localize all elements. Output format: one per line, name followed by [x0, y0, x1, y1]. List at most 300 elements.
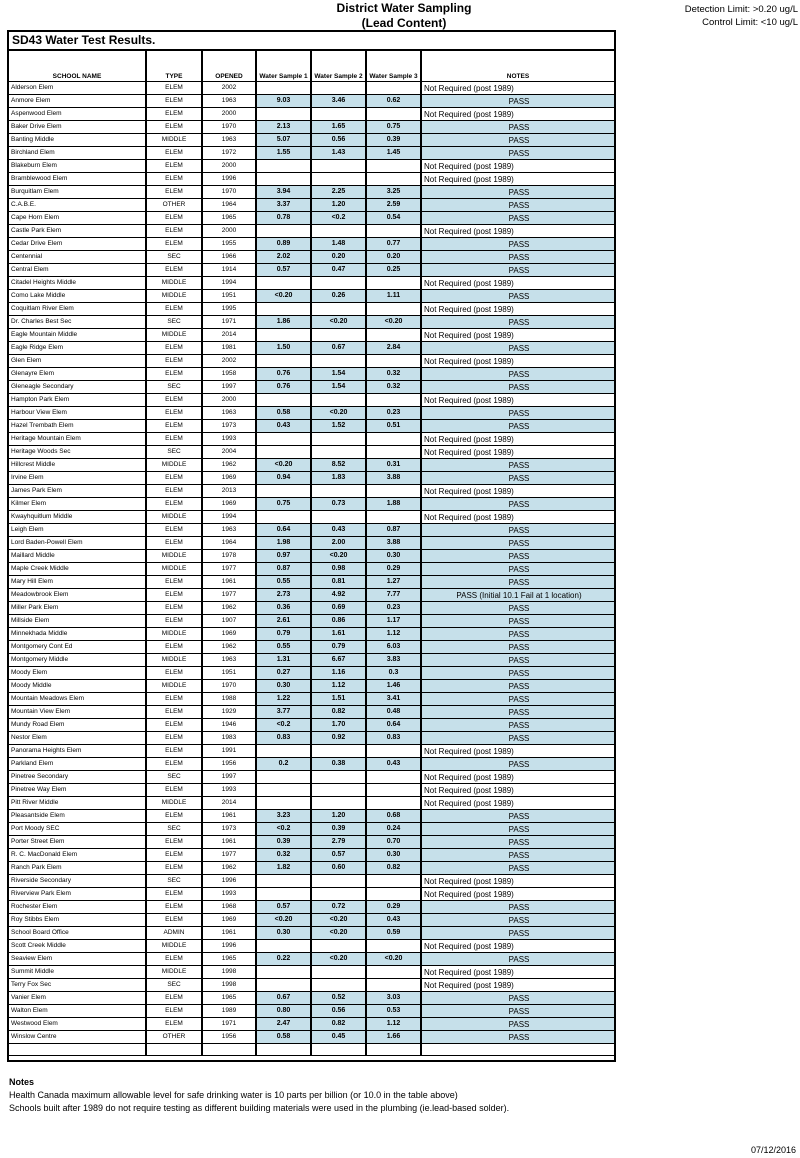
school-name: Montgomery Middle [9, 654, 146, 667]
sample-2: 1.20 [311, 199, 366, 212]
column-sample-3: Water Sample 3 [366, 51, 421, 82]
school-name: Nestor Elem [9, 732, 146, 745]
sample-2: 0.81 [311, 576, 366, 589]
notes: PASS [421, 1005, 614, 1018]
school-type: ELEM [146, 1018, 202, 1031]
school-name: R. C. MacDonald Elem [9, 849, 146, 862]
sample-1: 1.98 [256, 537, 311, 550]
sample-1: 9.03 [256, 95, 311, 108]
opened-year: 2004 [202, 446, 256, 459]
sample-3: 0.30 [366, 550, 421, 563]
title-line-2: (Lead Content) [361, 16, 447, 30]
table-row [9, 485, 614, 498]
notes: PASS [421, 290, 614, 303]
opened-year: 1951 [202, 667, 256, 680]
notes: Not Required (post 1989) [421, 108, 614, 121]
opened-year: 2000 [202, 225, 256, 238]
sample-1: 0.67 [256, 992, 311, 1005]
school-name: Riverside Secondary [9, 875, 146, 888]
sample-2 [311, 745, 366, 758]
school-type: SEC [146, 251, 202, 264]
school-name: Dr. Charles Best Sec [9, 316, 146, 329]
school-name: Maple Creek Middle [9, 563, 146, 576]
sample-1: 1.22 [256, 693, 311, 706]
sample-1: 0.22 [256, 953, 311, 966]
table-row [9, 121, 614, 134]
table-row [9, 589, 614, 602]
school-name: C.A.B.E. [9, 199, 146, 212]
opened-year: 1963 [202, 134, 256, 147]
table-row [9, 368, 614, 381]
sample-1: 1.86 [256, 316, 311, 329]
school-type: MIDDLE [146, 134, 202, 147]
school-name: Montgomery Cont Ed [9, 641, 146, 654]
sample-3 [366, 355, 421, 368]
notes: PASS [421, 498, 614, 511]
notes: Not Required (post 1989) [421, 485, 614, 498]
sample-1: 2.13 [256, 121, 311, 134]
table-row [9, 511, 614, 524]
table-row [9, 407, 614, 420]
school-name: School Board Office [9, 927, 146, 940]
school-type: ELEM [146, 758, 202, 771]
school-name: Eagle Mountain Middle [9, 329, 146, 342]
sample-2: 1.51 [311, 693, 366, 706]
notes: Not Required (post 1989) [421, 446, 614, 459]
sample-1 [256, 277, 311, 290]
sample-1: <0.20 [256, 290, 311, 303]
table-row [9, 251, 614, 264]
blank-cell [256, 1044, 311, 1056]
table-row [9, 316, 614, 329]
sample-2: 0.73 [311, 498, 366, 511]
table-row [9, 810, 614, 823]
school-name: Moody Elem [9, 667, 146, 680]
table-row [9, 654, 614, 667]
document-date: 07/12/2016 [750, 1145, 796, 1155]
school-name: Alderson Elem [9, 82, 146, 95]
sample-1: 0.79 [256, 628, 311, 641]
school-type: ELEM [146, 407, 202, 420]
school-name: Scott Creek Middle [9, 940, 146, 953]
school-type: ELEM [146, 420, 202, 433]
sample-2: 0.20 [311, 251, 366, 264]
notes: PASS [421, 264, 614, 277]
notes: PASS [421, 810, 614, 823]
table-row [9, 628, 614, 641]
sample-1 [256, 160, 311, 173]
sample-2: 0.69 [311, 602, 366, 615]
notes: PASS [421, 147, 614, 160]
opened-year: 1993 [202, 888, 256, 901]
school-type: SEC [146, 823, 202, 836]
blank-row [9, 1044, 614, 1056]
sample-3: 0.20 [366, 251, 421, 264]
notes: PASS [421, 836, 614, 849]
sample-3 [366, 771, 421, 784]
school-type: ELEM [146, 1005, 202, 1018]
opened-year: 1929 [202, 706, 256, 719]
sample-3: 0.29 [366, 901, 421, 914]
opened-year: 1963 [202, 407, 256, 420]
sample-1 [256, 303, 311, 316]
table-row [9, 732, 614, 745]
table-row [9, 134, 614, 147]
school-name: Cedar Drive Elem [9, 238, 146, 251]
notes: PASS [421, 381, 614, 394]
sample-2: 0.56 [311, 134, 366, 147]
opened-year: 1983 [202, 732, 256, 745]
opened-year: 1956 [202, 1031, 256, 1044]
school-type: ELEM [146, 615, 202, 628]
table-row [9, 1031, 614, 1044]
sample-3 [366, 303, 421, 316]
opened-year: 1969 [202, 914, 256, 927]
sample-3 [366, 446, 421, 459]
table-row [9, 706, 614, 719]
sample-1 [256, 940, 311, 953]
school-type: SEC [146, 316, 202, 329]
sample-2: 0.60 [311, 862, 366, 875]
sample-3: 0.32 [366, 368, 421, 381]
sample-1: 3.23 [256, 810, 311, 823]
notes: PASS [421, 537, 614, 550]
sample-2 [311, 225, 366, 238]
opened-year: 1963 [202, 524, 256, 537]
sample-1: 5.07 [256, 134, 311, 147]
notes: PASS [421, 1031, 614, 1044]
notes: Not Required (post 1989) [421, 979, 614, 992]
school-type: SEC [146, 771, 202, 784]
school-name: Kilmer Elem [9, 498, 146, 511]
school-type: ELEM [146, 368, 202, 381]
sample-1 [256, 979, 311, 992]
sample-1: 0.76 [256, 368, 311, 381]
sample-2: <0.20 [311, 550, 366, 563]
sample-3: 0.77 [366, 238, 421, 251]
sample-2 [311, 875, 366, 888]
opened-year: 1996 [202, 173, 256, 186]
sample-3 [366, 979, 421, 992]
sample-1: 0.87 [256, 563, 311, 576]
opened-year: 1946 [202, 719, 256, 732]
sample-2 [311, 771, 366, 784]
sample-1: 0.2 [256, 758, 311, 771]
school-type: ELEM [146, 472, 202, 485]
opened-year: 2014 [202, 797, 256, 810]
sample-3: 1.17 [366, 615, 421, 628]
sample-1: 2.47 [256, 1018, 311, 1031]
table-row [9, 719, 614, 732]
school-name: Glenayre Elem [9, 368, 146, 381]
sample-2 [311, 485, 366, 498]
sample-1 [256, 784, 311, 797]
blank-cell [9, 1044, 146, 1056]
sample-1: 0.30 [256, 927, 311, 940]
school-name: Meadowbrook Elem [9, 589, 146, 602]
opened-year: 1970 [202, 186, 256, 199]
sample-1 [256, 875, 311, 888]
notes: PASS [421, 238, 614, 251]
sample-1: 0.80 [256, 1005, 311, 1018]
sample-3: 0.62 [366, 95, 421, 108]
school-type: ELEM [146, 186, 202, 199]
school-name: Como Lake Middle [9, 290, 146, 303]
sample-1: 3.94 [256, 186, 311, 199]
opened-year: 1962 [202, 459, 256, 472]
table-row [9, 498, 614, 511]
notes: Not Required (post 1989) [421, 355, 614, 368]
school-type: ELEM [146, 849, 202, 862]
sample-2: 0.82 [311, 1018, 366, 1031]
opened-year: 1994 [202, 511, 256, 524]
sample-2: <0.20 [311, 407, 366, 420]
school-type: ELEM [146, 225, 202, 238]
table-row [9, 849, 614, 862]
sample-1: 1.50 [256, 342, 311, 355]
sample-2: 0.45 [311, 1031, 366, 1044]
notes: PASS [421, 823, 614, 836]
sample-3: 0.31 [366, 459, 421, 472]
notes: PASS [421, 576, 614, 589]
sample-3: 3.03 [366, 992, 421, 1005]
school-type: MIDDLE [146, 966, 202, 979]
notes: PASS [421, 134, 614, 147]
notes: PASS [421, 407, 614, 420]
notes: Not Required (post 1989) [421, 745, 614, 758]
sample-2 [311, 355, 366, 368]
school-type: ELEM [146, 602, 202, 615]
sample-2: 0.47 [311, 264, 366, 277]
school-name: Heritage Mountain Elem [9, 433, 146, 446]
sample-3 [366, 108, 421, 121]
sample-1: 0.30 [256, 680, 311, 693]
header-row [9, 51, 614, 82]
opened-year: 1961 [202, 810, 256, 823]
notes: Not Required (post 1989) [421, 511, 614, 524]
sample-2: 1.12 [311, 680, 366, 693]
school-name: Westwood Elem [9, 1018, 146, 1031]
table-row [9, 940, 614, 953]
sample-1 [256, 745, 311, 758]
table-body [9, 82, 614, 1056]
sample-2: <0.20 [311, 953, 366, 966]
sample-3: 7.77 [366, 589, 421, 602]
sample-3: 1.12 [366, 628, 421, 641]
sample-1 [256, 355, 311, 368]
school-name: Birchland Elem [9, 147, 146, 160]
sample-1: 0.75 [256, 498, 311, 511]
opened-year: 2002 [202, 355, 256, 368]
opened-year: 1977 [202, 589, 256, 602]
school-name: Ranch Park Elem [9, 862, 146, 875]
school-name: Rochester Elem [9, 901, 146, 914]
sample-1 [256, 797, 311, 810]
sample-1: 0.94 [256, 472, 311, 485]
opened-year: 1963 [202, 95, 256, 108]
sample-2: 1.65 [311, 121, 366, 134]
sample-3: 0.25 [366, 264, 421, 277]
sample-2 [311, 394, 366, 407]
notes: PASS [421, 667, 614, 680]
table-row [9, 979, 614, 992]
sample-2: 0.67 [311, 342, 366, 355]
notes: PASS [421, 758, 614, 771]
detection-limit: Detection Limit: >0.20 ug/L [684, 4, 798, 15]
notes: PASS [421, 706, 614, 719]
sample-1: 0.57 [256, 264, 311, 277]
sample-3: 0.59 [366, 927, 421, 940]
opened-year: 2013 [202, 485, 256, 498]
notes: Not Required (post 1989) [421, 160, 614, 173]
sample-3 [366, 82, 421, 95]
sample-1: 0.83 [256, 732, 311, 745]
sample-3: 0.48 [366, 706, 421, 719]
school-name: Pinetree Secondary [9, 771, 146, 784]
school-name: Seaview Elem [9, 953, 146, 966]
sample-1: 0.57 [256, 901, 311, 914]
sample-1: <0.2 [256, 719, 311, 732]
sample-2: 0.92 [311, 732, 366, 745]
table-row [9, 667, 614, 680]
blank-cell [311, 1044, 366, 1056]
sample-3: 2.59 [366, 199, 421, 212]
sample-3 [366, 160, 421, 173]
opened-year: 1997 [202, 771, 256, 784]
school-type: ELEM [146, 355, 202, 368]
notes: PASS [421, 732, 614, 745]
sample-2 [311, 108, 366, 121]
sample-2: <0.20 [311, 914, 366, 927]
school-type: ELEM [146, 836, 202, 849]
school-name: Hillcrest Middle [9, 459, 146, 472]
school-name: Castle Park Elem [9, 225, 146, 238]
sample-3: 0.83 [366, 732, 421, 745]
opened-year: 1981 [202, 342, 256, 355]
sample-2 [311, 82, 366, 95]
control-limit: Control Limit: <10 ug/L [702, 17, 798, 28]
notes-line-1: Health Canada maximum allowable level for safe drinking water is 10 parts per billion (or 10.0 in the table above) [9, 1090, 458, 1100]
sample-2: 4.92 [311, 589, 366, 602]
table-row [9, 342, 614, 355]
sample-3: 0.75 [366, 121, 421, 134]
school-type: ELEM [146, 589, 202, 602]
sample-1: 0.32 [256, 849, 311, 862]
opened-year: 1978 [202, 550, 256, 563]
opened-year: 1998 [202, 966, 256, 979]
school-type: ELEM [146, 433, 202, 446]
sample-1 [256, 446, 311, 459]
opened-year: 1914 [202, 264, 256, 277]
column-notes: NOTES [421, 51, 614, 82]
notes: PASS [421, 628, 614, 641]
school-type: MIDDLE [146, 550, 202, 563]
sample-1: 0.76 [256, 381, 311, 394]
table-row [9, 927, 614, 940]
table-row [9, 212, 614, 225]
sample-1 [256, 888, 311, 901]
sample-3: 2.84 [366, 342, 421, 355]
table-row [9, 875, 614, 888]
sample-1: 0.78 [256, 212, 311, 225]
opened-year: 1965 [202, 212, 256, 225]
sample-3 [366, 797, 421, 810]
sample-3: 0.54 [366, 212, 421, 225]
sample-2: 1.61 [311, 628, 366, 641]
table-row [9, 303, 614, 316]
notes: Not Required (post 1989) [421, 771, 614, 784]
table-row [9, 238, 614, 251]
opened-year: 1968 [202, 901, 256, 914]
notes: PASS [421, 680, 614, 693]
school-name: Aspenwood Elem [9, 108, 146, 121]
school-type: ELEM [146, 810, 202, 823]
sample-2 [311, 888, 366, 901]
sample-3: 0.32 [366, 381, 421, 394]
blank-cell [146, 1044, 202, 1056]
opened-year: 1995 [202, 303, 256, 316]
sample-3: 3.83 [366, 654, 421, 667]
table-row [9, 771, 614, 784]
sample-1: 0.64 [256, 524, 311, 537]
sample-1: 3.37 [256, 199, 311, 212]
sample-2 [311, 797, 366, 810]
school-name: Bramblewood Elem [9, 173, 146, 186]
notes: PASS [421, 251, 614, 264]
sample-3 [366, 433, 421, 446]
sample-1 [256, 225, 311, 238]
opened-year: 1977 [202, 563, 256, 576]
sample-1: 0.55 [256, 641, 311, 654]
school-type: OTHER [146, 199, 202, 212]
school-type: SEC [146, 875, 202, 888]
results-sheet [7, 30, 616, 1062]
sample-2 [311, 966, 366, 979]
sample-2: <0.20 [311, 927, 366, 940]
sample-1: <0.20 [256, 914, 311, 927]
sample-2 [311, 784, 366, 797]
school-type: MIDDLE [146, 563, 202, 576]
blank-cell [421, 1044, 614, 1056]
blank-cell [366, 1044, 421, 1056]
sample-2: 0.52 [311, 992, 366, 1005]
school-type: ELEM [146, 693, 202, 706]
sample-3: 1.88 [366, 498, 421, 511]
sample-2: 0.72 [311, 901, 366, 914]
notes: Not Required (post 1989) [421, 784, 614, 797]
sample-3: 3.25 [366, 186, 421, 199]
table-row [9, 862, 614, 875]
school-name: Terry Fox Sec [9, 979, 146, 992]
notes: Not Required (post 1989) [421, 303, 614, 316]
school-type: SEC [146, 979, 202, 992]
sample-2: 0.39 [311, 823, 366, 836]
notes: PASS [421, 862, 614, 875]
school-type: ELEM [146, 82, 202, 95]
school-name: Parkland Elem [9, 758, 146, 771]
sample-1 [256, 82, 311, 95]
sample-2: 1.20 [311, 810, 366, 823]
blank-cell [202, 1044, 256, 1056]
table-row [9, 108, 614, 121]
sample-3: 0.43 [366, 758, 421, 771]
school-name: Mountain Meadows Elem [9, 693, 146, 706]
table-row [9, 680, 614, 693]
title-line-1: District Water Sampling [336, 1, 472, 15]
notes: PASS [421, 121, 614, 134]
table-row [9, 420, 614, 433]
notes: PASS [421, 654, 614, 667]
